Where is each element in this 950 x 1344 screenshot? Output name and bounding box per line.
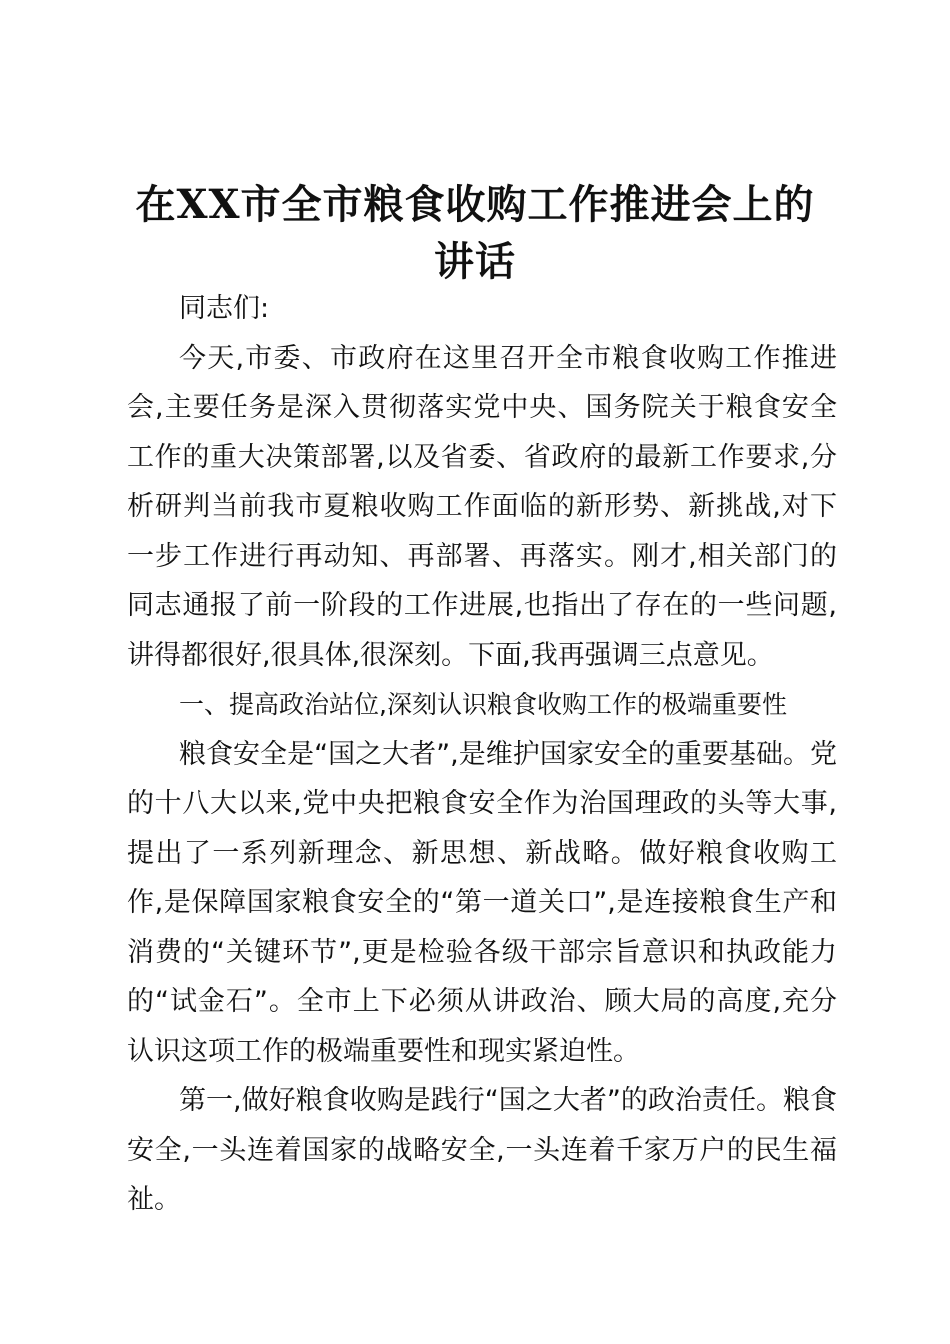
salutation: 同志们: [179,293,270,324]
section-heading-1: 一、提高政治站位,深刻认识粮食收购工作的极端重要性 [179,690,787,719]
paragraph-intro: 今天,市委、市政府在这里召开全市粮食收购工作推进会,主要任务是深入贯彻落实党中央、国务院关于粮食安全工作的重大决策部署,以及省委、省政府的最新工作要求,分析研判当前我市夏粮收购工作面临的新形势、新挑战,对下一步工作进行再动知、再部署、再落实。刚才,相关部门的同志通报了前一阶段的工作进展,也指出了存在的一些问题,讲得都很好,很具体,很深刻。下面,我再强调三点意见。 [127,342,837,671]
document-body [127,284,837,1225]
paragraph-first-point: 第一,做好粮食收购是践行“国之大者”的政治责任。粮食安全,一头连着国家的战略安全,一头连着千家万户的民生福祉。 [127,1085,837,1215]
document-title [100,176,850,290]
paragraph-food-security: 粮食安全是“国之大者”,是维护国家安全的重要基础。党的十八大以来,党中央把粮食安全作为治国理政的头等大事,提出了一系列新理念、新思想、新战略。做好粮食收购工作,是保障国家粮食安全的“第一道关口”,是连接粮食生产和消费的“关键环节”,更是检验各级干部宗旨意识和执政能力的“试金石”。全市上下必须从讲政治、顾大局的高度,充分认识这项工作的极端重要性和现实紧迫性。 [127,738,837,1067]
title-line-2: 讲话 [434,238,516,285]
title-line-1: 在XX市全市粮食收购工作推进会上的 [135,181,815,228]
